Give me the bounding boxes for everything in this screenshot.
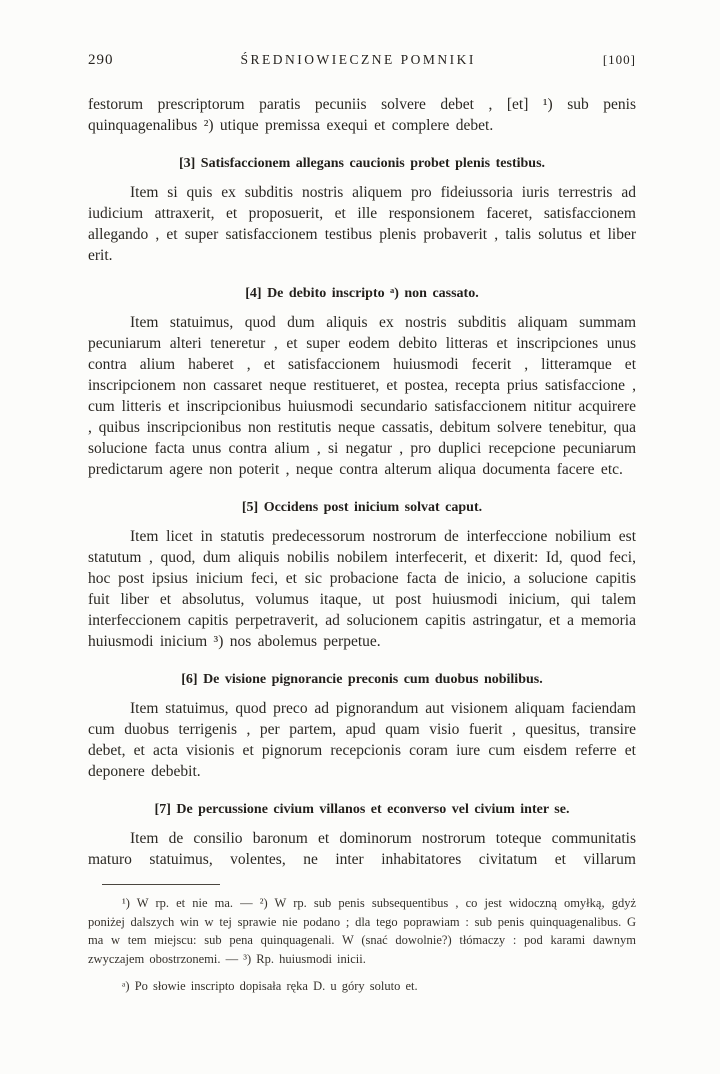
section-6-heading: [6] De visione pignorancie preconis cum duobus nobilibus. <box>181 672 543 687</box>
page-number: 290 <box>88 52 114 68</box>
footnote-a: ᵃ) Po słowie inscripto dopisała ręka D. u góry soluto et. <box>122 979 418 993</box>
section-5-heading: [5] Occidens post inicium solvat caput. <box>241 500 483 515</box>
section-5-paragraph: Item licet in statutis predecessorum nostrorum de interfeccione nobilium est statutum , quod, dum aliquis nobilis nobilem interfecerit, et dixerit: Id, quod feci, hoc post ipsius inicium feci, et sic probacione facta de inicio, a solucione capitis fuit liber et absolutus, volumus itaque, ut post huiusmodi inicium, qui talem interfeccionem capitis perpetraverit, ad solucionem capitis astringatur, et a memoria huiusmodi inicium ³) nos abolemus perpetue. <box>88 528 636 650</box>
section-4-heading: [4] De debito inscripto ᵃ) non cassato. <box>245 286 479 301</box>
section-4-paragraph: Item statuimus, quod dum aliquis ex nostris subditis aliquam summam pecuniarum alteri teneretur , et super eodem debito litteras et inscripciones unus contra alium haberet , et satisfaccionem huiusmodi fecerit , litteramque et inscripcionem non cassaret neque restitueret, et postea, recepta prius satisfaccione , cum litteris et inscripcionibus huiusmodi secundario satisfaccionem nititur acquirere , quibus inscripcionibus non restitutis neque cassatis, debitum solvere tenebitur, qua solucione facta unus contra alium , si negatur , pro duplici recepcione pecuniarum predictarum agere non poterit , neque contra alterum aliqua documenta facere etc. <box>88 314 636 478</box>
footnote-block <box>88 884 636 996</box>
section-7-heading: [7] De percussione civium villanos et econverso vel civium inter se. <box>154 802 570 817</box>
page-header <box>88 52 636 69</box>
page-body <box>88 94 636 870</box>
folio-mark: [100] <box>602 52 636 67</box>
footnote-separator <box>102 884 220 885</box>
running-title: ŚREDNIOWIECZNE POMNIKI <box>240 52 476 67</box>
footnote-main: ¹) W rp. et nie ma. — ²) W rp. sub penis subsequentibus , co jest widoczną omyłką, gdyż poniżej dalszych win w tej sprawie nie podano ; dla tego poprawiam : sub penis quinquagenalibus. G ma w tem miejscu: sub pena quinquagenali. W (snać dowolnie?) tłómaczy : pod karami dawnym zwyczajem obostrzonemi. — ³) Rp. huiusmodi inicii. <box>88 896 636 966</box>
intro-paragraph: festorum prescriptorum paratis pecuniis solvere debet , [et] ¹) sub penis quinquagenalibus ²) utique premissa exequi et complere debet. <box>88 96 636 134</box>
section-3-paragraph: Item si quis ex subditis nostris aliquem pro fideiussoria iuris terrestris ad iudicium attraxerit, et proposuerit, et ille responsionem faceret, satisfaccionem allegando , et super satisfaccionem testibus plenis probaverit , talis solutus et liber erit. <box>88 184 636 264</box>
section-6-paragraph: Item statuimus, quod preco ad pignorandum aut visionem aliquam faciendam cum duobus terrigenis , per partem, apud quam visio fuerit , quesitus, transire debet, et acta visionis et pignorum recepcionis coram iure cum eisdem referre et deponere debebit. <box>88 700 636 780</box>
section-3-heading: [3] Satisfaccionem allegans caucionis probet plenis testibus. <box>178 156 546 171</box>
section-7-paragraph: Item de consilio baronum et dominorum nostrorum toteque communitatis maturo statuimus, volentes, ne inter inhabitatores civitatum et villarum <box>88 830 636 868</box>
